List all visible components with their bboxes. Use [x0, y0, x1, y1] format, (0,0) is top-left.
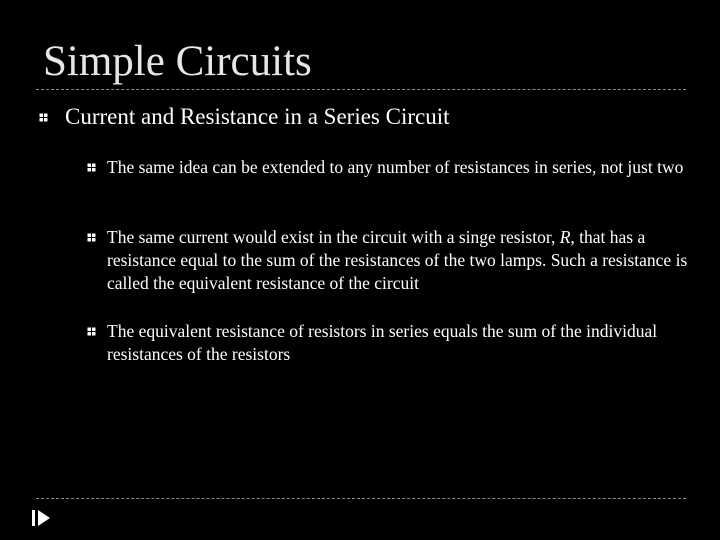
bullet-point-2-text-b: , that has a resistance equal to the sum of the resistances of the two lamps. Such a resistance is called the equivalent resistance of the circuit	[107, 227, 688, 293]
footer-divider	[36, 498, 686, 499]
square-bullet-icon	[39, 113, 48, 122]
title-divider	[36, 89, 686, 90]
square-bullet-icon	[87, 233, 96, 242]
play-button[interactable]	[30, 506, 52, 530]
square-bullet-icon	[87, 327, 96, 336]
section-heading: Current and Resistance in a Series Circuit	[65, 104, 450, 129]
play-icon	[30, 506, 52, 530]
bullet-point-2-text-a: The same current would exist in the circuit with a singe resistor,	[107, 227, 560, 247]
bullet-point-2	[107, 226, 697, 295]
bullet-point-1: The same idea can be extended to any number of resistances in series, not just two	[107, 157, 684, 177]
square-bullet-icon	[87, 163, 96, 172]
resistor-symbol: R	[559, 227, 571, 247]
bullet-point-3: The equivalent resistance of resistors in series equals the sum of the individual resistances of the resistors	[107, 321, 658, 364]
slide-title: Simple Circuits	[43, 38, 312, 85]
